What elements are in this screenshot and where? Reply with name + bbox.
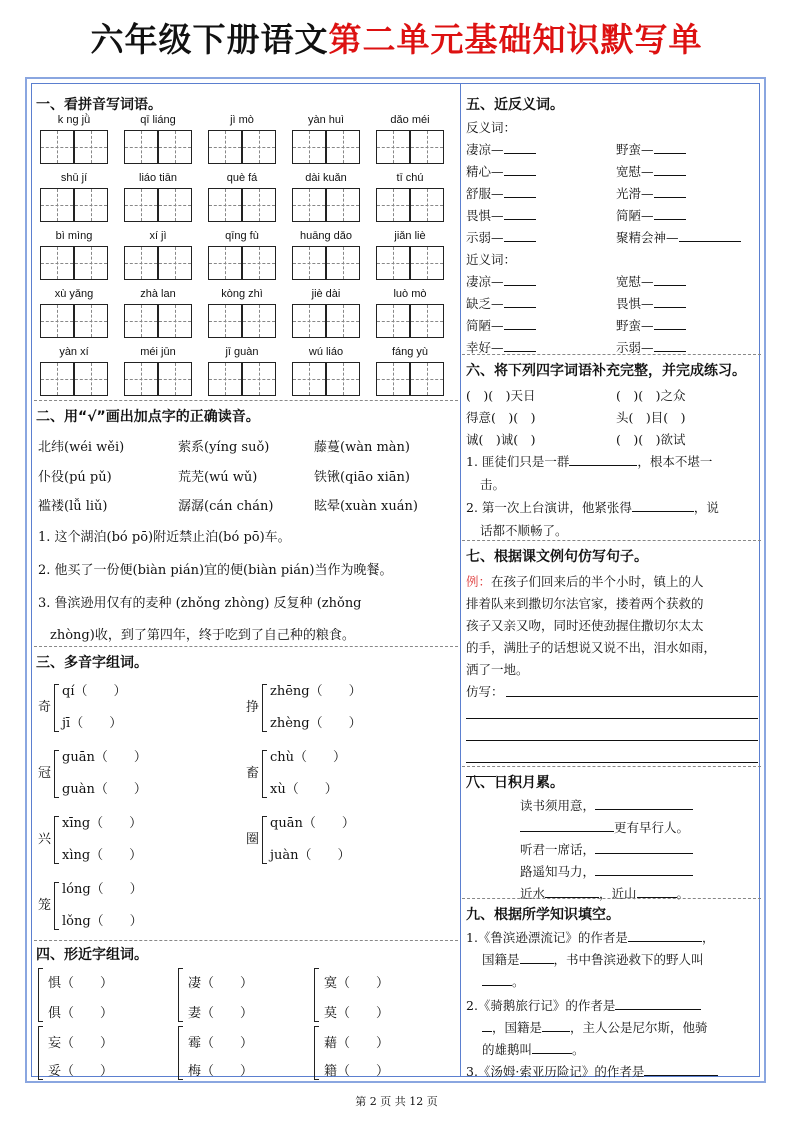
writing-box[interactable] <box>40 246 74 280</box>
writing-box[interactable] <box>410 246 444 280</box>
brace <box>314 1026 319 1080</box>
blank[interactable] <box>595 875 693 876</box>
pron-item: 褴褛(lǚ liǔ) <box>38 499 108 514</box>
column-divider <box>460 84 461 1076</box>
word-pair: 简陋— <box>616 206 686 224</box>
pron-item: 萦系(yíng suǒ) <box>178 440 270 455</box>
writing-line[interactable] <box>466 718 758 719</box>
writing-box[interactable] <box>124 362 158 396</box>
blank[interactable] <box>654 307 686 308</box>
writing-box[interactable] <box>40 130 74 164</box>
writing-box[interactable] <box>410 362 444 396</box>
polyphone-reading: guān（ ） <box>62 750 147 765</box>
title-part2: 第二单元基础知识默写单 <box>328 20 703 59</box>
brace <box>54 684 59 732</box>
pinyin-label: zhà lan <box>140 288 176 300</box>
polyphone-reading: xīng（ ） <box>62 816 143 831</box>
poem-line: 路遥知马力， <box>520 864 596 879</box>
word-pair: 野蛮— <box>616 140 686 158</box>
polyphone-reading: xìng（ ） <box>62 848 143 863</box>
antonym-label: 反义词： <box>466 120 517 135</box>
blank[interactable] <box>504 329 536 330</box>
similar-char-item: 籍（ ） <box>324 1064 390 1079</box>
poem-line: 听君一席话， <box>520 842 596 857</box>
blank[interactable] <box>595 853 693 854</box>
similar-char-item: 寞（ ） <box>324 976 390 991</box>
blank[interactable] <box>654 175 686 176</box>
writing-box[interactable] <box>208 246 242 280</box>
page-title <box>0 14 793 61</box>
similar-char-item: 梅（ ） <box>188 1064 254 1079</box>
pinyin-label: dǎo méi <box>390 114 430 126</box>
pinyin-label: liáo tiān <box>139 172 177 184</box>
pron-item: 荒芜(wú wǔ) <box>178 470 258 485</box>
writing-box[interactable] <box>208 188 242 222</box>
writing-box[interactable] <box>326 304 360 338</box>
blank[interactable] <box>504 219 536 220</box>
writing-box[interactable] <box>410 304 444 338</box>
blank[interactable] <box>504 285 536 286</box>
pron-item: 潺潺(cán chán) <box>178 499 274 514</box>
idiom-item: ( )( )之众 <box>616 388 686 403</box>
word-pair: 野蛮— <box>616 316 686 334</box>
word-pair: 示弱— <box>616 338 686 356</box>
writing-box[interactable] <box>74 188 108 222</box>
pron-item: 藤蔓(wàn màn) <box>314 440 410 455</box>
writing-box[interactable] <box>292 246 326 280</box>
similar-char-item: 妥（ ） <box>48 1064 114 1079</box>
brace <box>54 816 59 864</box>
pinyin-label: huāng dǎo <box>300 230 352 242</box>
pinyin-label: luò mò <box>393 288 427 300</box>
pinyin-label: wú liáo <box>308 346 344 358</box>
brace <box>38 1026 43 1080</box>
brace <box>38 968 43 1022</box>
writing-box[interactable] <box>292 188 326 222</box>
section7-heading: 七、根据课文例句仿写句子。 <box>466 549 648 565</box>
pron-item: 眩晕(xuàn xuán) <box>314 499 418 514</box>
blank[interactable] <box>654 351 686 352</box>
blank[interactable] <box>482 985 512 986</box>
poem-line: 更有早行人。 <box>614 820 690 835</box>
pinyin-label: fáng yù <box>391 346 429 358</box>
writing-box[interactable] <box>242 246 276 280</box>
pinyin-label: shū jí <box>60 172 88 184</box>
pinyin-label: dài kuǎn <box>305 172 347 184</box>
blank[interactable] <box>654 285 686 286</box>
blank[interactable] <box>569 465 637 466</box>
brace <box>314 968 319 1022</box>
polyphone-reading: quān（ ） <box>270 816 355 831</box>
blank[interactable] <box>532 1053 572 1054</box>
word-pair: 舒服— <box>466 184 536 202</box>
polyphone-reading: lóng（ ） <box>62 882 143 897</box>
example-text: 排着队来到撒切尔法官家，搂着两个获救的 <box>466 596 704 611</box>
pinyin-label: bì mìng <box>55 230 93 242</box>
pinyin-label: qī liáng <box>140 114 176 126</box>
example-label: 例： <box>466 574 492 589</box>
pron-item: 仆役(pú pǔ) <box>38 470 112 485</box>
blank[interactable] <box>542 1031 570 1032</box>
word-pair: 光滑— <box>616 184 686 202</box>
pinyin-label: xí jì <box>149 230 167 242</box>
word-pair: 宽慰— <box>616 162 686 180</box>
section6-heading: 六、将下列四字词语补充完整，并完成练习。 <box>466 363 746 379</box>
brace <box>54 882 59 930</box>
divider <box>462 766 761 767</box>
idiom-item: 头( )目( ) <box>616 410 686 425</box>
writing-box[interactable] <box>40 362 74 396</box>
writing-box[interactable] <box>74 130 108 164</box>
writing-box[interactable] <box>376 246 410 280</box>
polyphone-char: 奇 <box>38 700 52 715</box>
writing-box[interactable] <box>74 246 108 280</box>
blank[interactable] <box>504 175 536 176</box>
idiom-item: ( )( )天日 <box>466 388 536 403</box>
pinyin-label: què fá <box>226 172 258 184</box>
writing-box[interactable] <box>124 130 158 164</box>
writing-box[interactable] <box>326 188 360 222</box>
writing-box[interactable] <box>242 304 276 338</box>
blank[interactable] <box>520 831 614 832</box>
blank[interactable] <box>615 1009 701 1010</box>
writing-box[interactable] <box>124 304 158 338</box>
writing-box[interactable] <box>376 188 410 222</box>
divider <box>34 646 458 647</box>
polyphone-char: 笼 <box>38 898 52 913</box>
polyphone-reading: guàn（ ） <box>62 782 147 797</box>
worksheet-frame <box>25 77 766 1083</box>
section2-heading: 二、用“√”画出加点字的正确读音。 <box>36 409 260 425</box>
poem-line: 近水 <box>520 886 546 901</box>
writing-box[interactable] <box>292 304 326 338</box>
blank[interactable] <box>654 197 686 198</box>
section8-heading: 八、日积月累。 <box>466 775 564 791</box>
pron-item: 铁锹(qiāo xiān) <box>314 470 410 485</box>
divider <box>34 400 458 401</box>
word-pair: 宽慰— <box>616 272 686 290</box>
pinyin-label: k ng jǜ <box>57 114 91 126</box>
idiom-question: 1. 匪徒们只是一群 ，根本不堪一 <box>466 454 713 469</box>
writing-box[interactable] <box>158 246 192 280</box>
section5-heading: 五、近反义词。 <box>466 97 564 113</box>
polyphone-reading: juàn（ ） <box>270 848 351 863</box>
blank[interactable] <box>482 1031 492 1032</box>
divider <box>34 940 458 941</box>
writing-box[interactable] <box>242 362 276 396</box>
word-pair: 精心— <box>466 162 536 180</box>
word-pair: 幸好— <box>466 338 536 356</box>
blank[interactable] <box>654 153 686 154</box>
blank[interactable] <box>654 329 686 330</box>
imitation-label: 仿写： <box>466 684 504 699</box>
writing-box[interactable] <box>124 188 158 222</box>
pron-item: 北纬(wéi wěi) <box>38 440 125 455</box>
writing-box[interactable] <box>410 188 444 222</box>
example-text: 洒了一地。 <box>466 662 529 677</box>
blank[interactable] <box>504 241 536 242</box>
idiom-question: 2. 第一次上台演讲，他紧张得 ，说 <box>466 500 719 515</box>
similar-char-item: 妻（ ） <box>188 1006 254 1021</box>
writing-box[interactable] <box>292 130 326 164</box>
writing-line[interactable] <box>466 762 758 763</box>
word-pair: 畏惧— <box>616 294 686 312</box>
idiom-question-cont: 话都不顺畅了。 <box>480 523 568 538</box>
blank[interactable] <box>504 351 536 352</box>
polyphone-reading: zhēng（ ） <box>270 684 362 699</box>
similar-char-item: 妄（ ） <box>48 1036 114 1051</box>
polyphone-reading: chù（ ） <box>270 750 347 765</box>
example-text: 的手，满肚子的话想说又说不出，泪水如雨， <box>466 640 717 655</box>
word-pair: 聚精会神— <box>616 228 741 246</box>
pinyin-label: yàn xí <box>59 346 89 358</box>
blank[interactable] <box>628 941 702 942</box>
pinyin-label: xù yǎng <box>54 288 94 300</box>
poem-line: 读书须用意， <box>520 798 596 813</box>
writing-box[interactable] <box>376 130 410 164</box>
brace <box>262 816 267 864</box>
title-part1: 六年级下册语文 <box>90 20 329 59</box>
page-footer: 第 2 页 共 12 页 <box>355 1095 438 1108</box>
word-pair: 畏惧— <box>466 206 536 224</box>
blank[interactable] <box>595 809 693 810</box>
brace <box>262 684 267 732</box>
similar-char-item: 莫（ ） <box>324 1006 390 1021</box>
polyphone-reading: qí（ ） <box>62 684 127 699</box>
writing-box[interactable] <box>326 246 360 280</box>
writing-box[interactable] <box>376 362 410 396</box>
writing-box[interactable] <box>74 362 108 396</box>
word-pair: 凄凉— <box>466 140 536 158</box>
word-pair: 简陋— <box>466 316 536 334</box>
pron-sentence: 1. 这个湖泊(bó pō)附近禁止泊(bó pō)车。 <box>38 530 291 545</box>
writing-box[interactable] <box>124 246 158 280</box>
word-pair: 示弱— <box>466 228 536 246</box>
pinyin-label: jī guàn <box>225 346 259 358</box>
writing-box[interactable] <box>208 304 242 338</box>
polyphone-char: 畜 <box>246 766 260 781</box>
blank[interactable] <box>520 963 554 964</box>
idiom-item: 得意( )( ) <box>466 410 536 425</box>
brace <box>178 968 183 1022</box>
example-text: 孩子又亲又吻，同时还使劲握住撒切尔太太 <box>466 618 704 633</box>
pron-sentence: zhòng)收，到了第四年，终于吃到了自己种的粮食。 <box>50 628 355 643</box>
writing-box[interactable] <box>158 188 192 222</box>
writing-box[interactable] <box>242 130 276 164</box>
blank[interactable] <box>504 307 536 308</box>
pinyin-label: méi jūn <box>140 346 176 358</box>
divider <box>462 898 761 899</box>
pinyin-label: tī chú <box>396 172 424 184</box>
blank[interactable] <box>504 153 536 154</box>
example-text: 在孩子们回来后的半个小时，镇上的人 <box>491 574 704 589</box>
polyphone-char: 兴 <box>38 832 52 847</box>
writing-box[interactable] <box>208 362 242 396</box>
polyphone-reading: lǒng（ ） <box>62 914 143 929</box>
similar-char-item: 凄（ ） <box>188 976 254 991</box>
pinyin-label: yàn huì <box>307 114 345 126</box>
similar-char-item: 俱（ ） <box>48 1006 114 1021</box>
writing-box[interactable] <box>292 362 326 396</box>
pinyin-label: jì mò <box>230 114 254 126</box>
divider <box>462 540 761 541</box>
idiom-item: ( )( )欲试 <box>616 432 686 447</box>
divider <box>462 354 761 355</box>
polyphone-reading: jī（ ） <box>62 716 123 731</box>
blank[interactable] <box>644 1075 718 1076</box>
word-pair: 凄凉— <box>466 272 536 290</box>
writing-box[interactable] <box>242 188 276 222</box>
blank[interactable] <box>632 511 694 512</box>
idiom-item: 诚( )诚( ) <box>466 432 536 447</box>
writing-box[interactable] <box>208 130 242 164</box>
section9-heading: 九、根据所学知识填空。 <box>466 907 620 923</box>
writing-line[interactable] <box>466 740 758 741</box>
writing-box[interactable] <box>410 130 444 164</box>
similar-char-item: 藉（ ） <box>324 1036 390 1051</box>
blank[interactable] <box>654 219 686 220</box>
polyphone-char: 挣 <box>246 700 260 715</box>
polyphone-reading: zhèng（ ） <box>270 716 362 731</box>
writing-box[interactable] <box>326 362 360 396</box>
writing-box[interactable] <box>326 130 360 164</box>
brace <box>262 750 267 798</box>
section3-heading: 三、多音字组词。 <box>36 655 148 671</box>
writing-box[interactable] <box>158 304 192 338</box>
blank[interactable] <box>504 197 536 198</box>
similar-char-item: 霉（ ） <box>188 1036 254 1051</box>
writing-box[interactable] <box>74 304 108 338</box>
similar-char-item: 惧（ ） <box>48 976 114 991</box>
pinyin-label: jiǎn liè <box>394 230 426 242</box>
brace <box>178 1026 183 1080</box>
pinyin-label: kòng zhì <box>221 288 263 300</box>
synonym-label: 近义词： <box>466 252 517 267</box>
section1-heading: 一、看拼音写词语。 <box>36 97 162 113</box>
writing-box[interactable] <box>158 130 192 164</box>
pron-sentence: 3. 鲁滨逊用仅有的麦种 (zhǒng zhòng) 反复种 (zhǒng <box>38 596 362 611</box>
writing-box[interactable] <box>376 304 410 338</box>
section4-heading: 四、形近字组词。 <box>36 947 148 963</box>
idiom-question-cont: 击。 <box>480 477 506 492</box>
pron-sentence: 2. 他买了一份便(biàn pián)宜的便(biàn pián)当作为晚餐。 <box>38 563 393 578</box>
writing-line[interactable] <box>506 696 758 697</box>
writing-box[interactable] <box>40 304 74 338</box>
writing-box[interactable] <box>40 188 74 222</box>
polyphone-reading: xù（ ） <box>270 782 338 797</box>
word-pair: 缺乏— <box>466 294 536 312</box>
blank[interactable] <box>679 241 741 242</box>
pinyin-label: jiè dài <box>311 288 341 300</box>
polyphone-char: 冠 <box>38 766 52 781</box>
polyphone-char: 圈 <box>246 832 260 847</box>
pinyin-label: qīng fù <box>225 230 259 242</box>
writing-box[interactable] <box>158 362 192 396</box>
brace <box>54 750 59 798</box>
worksheet-inner: 一、看拼音写词语。 k ng jǜ qī liáng jì mò yàn huì dǎo méi shū jí liáo tiān què fá dài kuǎn tī chú bì mìng xí jì qīng fù huāng dǎo jiǎn liè xù yǎng zhà lan kòng zhì jiè dài luò mò yàn xí méi jūn jī guàn wú liáo fáng yù 二、用“√”画出加点字的正确读音。 北纬(wéi wěi) 萦系(yíng suǒ) 藤蔓(wàn màn) 仆役(pú pǔ) 荒芜(wú wǔ) 铁锹(qiāo xiān) 褴褛(lǚ liǔ) 潺潺(cán chán) 眩晕(xuàn xuán) 1. 这个湖泊(bó pō)附近禁止泊(bó pō)车。 2. 他买了一份便(biàn pián)宜的便(biàn pián)当作为晚餐。 3. 鲁滨逊用仅有的麦种 (zhǒng zhòng) 反复种 (zhǒng zhòng)收，到了第四年，终于吃到了自己种的粮食。 三、多音字组词。 奇 qí（ ） jī（ ） 挣 zhēng（ ） zhèng（ ） 冠 guān（ ） guàn（ ） 畜 chù（ ） xù（ ） 兴 xīng（ ） xìng（ ） 圈 quān（ ） juàn（ ） 笼 lóng（ ） lǒng（ ） 四、形近字组词。 惧（ ） 凄（ ） 寞（ ） 俱（ ） 妻（ ） 莫（ ） 妄（ ） 霉（ ） 藉（ ） 妥（ ） 梅（ ） 籍（ ） 五、近反义词。 反义词： 凄凉— 野蛮— 精心— 宽慰— 舒服— 光滑— 畏惧— 简陋— 示弱— 聚精会神— 近义词： 凄凉— 宽慰— 缺乏— 畏惧— 简陋— 野蛮— 幸好— 示弱— 六、将下列四字词语补充完整，并完成练习。 ( )( )天日 ( )( )之众 得意( )( ) 头( )目( ) 诚( )诚( ) ( )( )欲试 1. 匪徒们只是一群 ，根本不堪一 击。 2. 第一次上台演讲，他紧张得 ，说 话都不顺畅了。 七、根据课文例句仿写句子。 例：在孩子们回来后的半个小时，镇上的人 排着队来到撒切尔法官家，搂着两个获救的 孩子又亲又吻，同时还使劲握住撒切尔太太 的手，满肚子的话想说又说不出，泪水如雨， 洒了一地。 仿写： 八、日积月累。 读书须用意， 更有早行人。 听君一席话， 路遥知马力， 近水 ，近山 。 九、根据所学知识填空。 1.《鲁滨逊漂流记》的作者是 ， 国籍是 ，书中鲁滨逊救下的野人叫 。 2.《骑鹅旅行记》的作者是 ，国籍是 ，主人公是尼尔斯，他骑 的雄鹅叫 。 3.《汤姆·索亚历险记》的作者是 <box>31 83 760 1077</box>
